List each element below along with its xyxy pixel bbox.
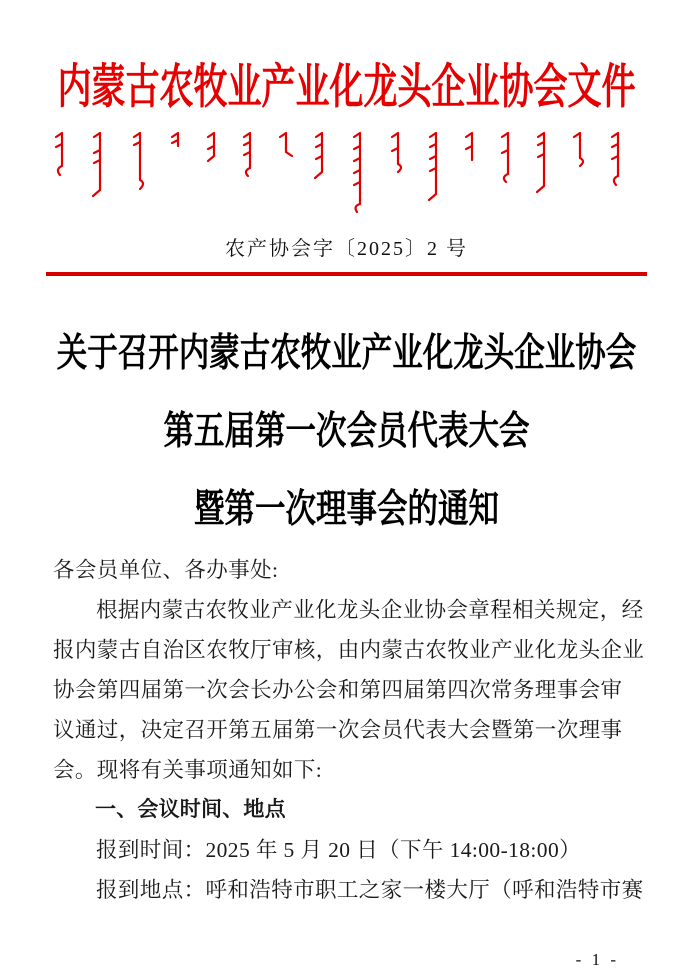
salutation: 各会员单位、各办事处: bbox=[53, 557, 279, 582]
paragraph-line: 协会第四届第一次会长办公会和第四届第四次常务理事会审 bbox=[53, 677, 623, 702]
doc-number: 农产协会字〔2025〕2 号 bbox=[225, 238, 468, 260]
mongolian-script-decoration bbox=[52, 130, 642, 214]
document-body bbox=[0, 548, 693, 910]
paragraph-line: 根据内蒙古农牧业产业化龙头企业协会章程相关规定，经 bbox=[96, 597, 644, 622]
paragraph-line: 会。现将有关事项通知如下: bbox=[53, 757, 323, 782]
title-line-3: 暨第一次理事会的通知 bbox=[194, 486, 499, 531]
report-time-line: 报到时间：2025 年 5 月 20 日（下午 14:00-18:00） bbox=[96, 837, 582, 862]
document-title bbox=[0, 276, 693, 548]
report-place-line: 报到地点：呼和浩特市职工之家一楼大厅（呼和浩特市赛 bbox=[96, 877, 644, 902]
paragraph-line: 议通过，决定召开第五届第一次会员代表大会暨第一次理事 bbox=[53, 717, 623, 742]
paragraph-line: 报内蒙古自治区农牧厅审核，由内蒙古农牧业产业化龙头企业 bbox=[53, 637, 645, 662]
section-heading-meeting-time-place: 一、会议时间、地点 bbox=[95, 797, 286, 821]
title-line-1: 关于召开内蒙古农牧业产业化龙头企业协会 bbox=[56, 330, 637, 375]
red-header-org-title: 内蒙古农牧业产业化龙头企业协会文件 bbox=[57, 62, 636, 115]
title-line-2: 第五届第一次会员代表大会 bbox=[163, 408, 530, 453]
page-number: - 1 - bbox=[575, 950, 619, 969]
